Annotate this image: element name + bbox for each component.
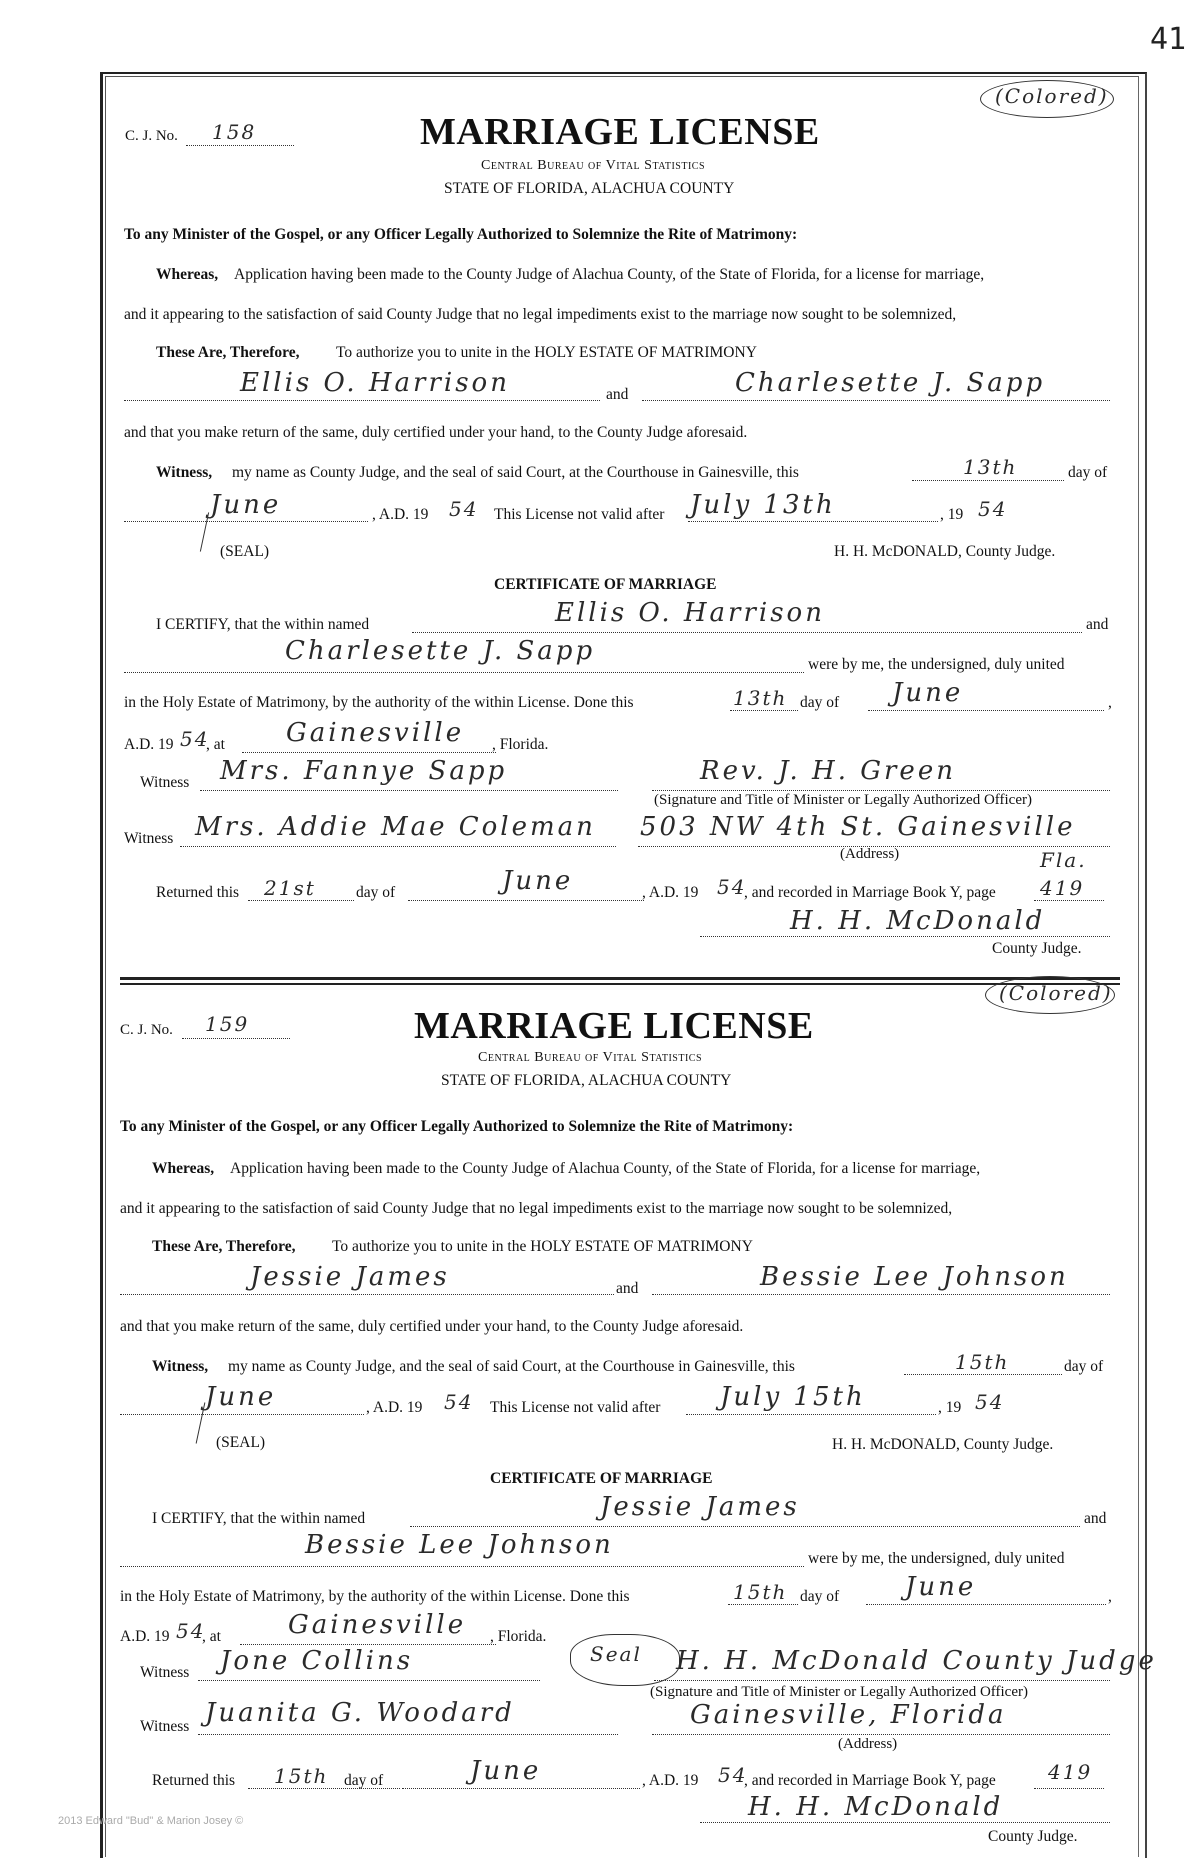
day-of-label: day of bbox=[1064, 1358, 1104, 1375]
not-valid-label: This License not valid after bbox=[490, 1399, 661, 1416]
whereas-bold: Whereas, bbox=[156, 266, 219, 283]
issue-month: June bbox=[210, 490, 282, 520]
certificate-title: CERTIFICATE OF MARRIAGE bbox=[490, 1470, 713, 1487]
cj-label: C. J. No. bbox=[120, 1022, 173, 1038]
issue-month: June bbox=[205, 1382, 277, 1412]
certify-text: I CERTIFY, that the within named bbox=[152, 1510, 366, 1527]
witness2-label: Witness bbox=[140, 1718, 190, 1735]
expiry-year: 54 bbox=[978, 497, 1008, 521]
not-valid-label: This License not valid after bbox=[494, 506, 665, 523]
witness-text: my name as County Judge, and the seal of said Court, at the Courthouse in Gainesville, this bbox=[232, 464, 799, 481]
issue-day: 13th bbox=[963, 455, 1018, 479]
address-line: To any Minister of the Gospel, or any Officer Legally Authorized to Solemnize the Rite of Matrimony: bbox=[124, 226, 798, 243]
ad3-label: , A.D. 19 bbox=[642, 884, 699, 901]
appearing-text: and it appearing to the satisfaction of said County Judge that no legal impediments exist to the marriage now sought to be solemnized, bbox=[124, 306, 957, 323]
officer-signature: H. H. McDonald County Judge bbox=[676, 1646, 1157, 1676]
done-month: June bbox=[905, 1572, 977, 1602]
at-label: , at bbox=[202, 1628, 221, 1645]
judge-signature: H. H. McDonald bbox=[748, 1792, 1004, 1822]
expiry-prefix: , 19 bbox=[938, 1399, 962, 1416]
florida-label: , Florida. bbox=[492, 736, 549, 753]
address-caption: (Address) bbox=[838, 1736, 898, 1752]
whereas-bold: Whereas, bbox=[152, 1160, 215, 1177]
witness2-label: Witness bbox=[124, 830, 174, 847]
seal-note: Seal bbox=[590, 1642, 642, 1666]
minister-address-cont: Fla. bbox=[1040, 848, 1087, 872]
expiry-year: 54 bbox=[975, 1390, 1005, 1414]
returned-day-of: day of bbox=[344, 1772, 384, 1789]
united-text: were by me, the undersigned, duly united bbox=[808, 656, 1065, 673]
at-label: , at bbox=[206, 736, 225, 753]
address-line: To any Minister of the Gospel, or any Officer Legally Authorized to Solemnize the Rite of Matrimony: bbox=[120, 1118, 794, 1135]
cert-groom: Jessie James bbox=[600, 1492, 800, 1522]
recorded-text: , and recorded in Marriage Book Y, page bbox=[744, 1772, 996, 1789]
returned-year: 54 bbox=[717, 875, 747, 899]
certificate-title: CERTIFICATE OF MARRIAGE bbox=[494, 576, 717, 593]
ad-label: , A.D. 19 bbox=[366, 1399, 423, 1416]
minister-address: 503 NW 4th St. Gainesville bbox=[640, 812, 1076, 842]
ad2-label: A.D. 19 bbox=[124, 736, 174, 753]
issue-year: 54 bbox=[444, 1390, 474, 1414]
copyright-watermark: 2013 Edward "Bud" & Marion Josey © bbox=[58, 1815, 244, 1827]
expiry-date: July 13th bbox=[690, 490, 836, 520]
cert-bride: Bessie Lee Johnson bbox=[305, 1530, 614, 1560]
page-number: 41 bbox=[1150, 22, 1187, 57]
judge-name: H. H. McDONALD, County Judge. bbox=[832, 1436, 1054, 1453]
returned-month: June bbox=[502, 866, 574, 896]
witness-bold: Witness, bbox=[152, 1358, 209, 1375]
issue-day: 15th bbox=[955, 1350, 1010, 1374]
cj-label: C. J. No. bbox=[125, 128, 178, 144]
make-return-text: and that you make return of the same, duly certified under your hand, to the County Judge aforesaid. bbox=[120, 1318, 744, 1335]
done-month: June bbox=[892, 678, 964, 708]
section-divider bbox=[120, 977, 1120, 980]
done-year: 54 bbox=[176, 1619, 206, 1643]
these-are-text: To authorize you to unite in the HOLY ESTATE OF MATRIMONY bbox=[336, 344, 757, 361]
returned-label: Returned this bbox=[156, 884, 240, 901]
cert-bride: Charlesette J. Sapp bbox=[285, 636, 596, 666]
bride-name: Bessie Lee Johnson bbox=[760, 1262, 1069, 1292]
expiry-prefix: , 19 bbox=[940, 506, 964, 523]
witness-bold: Witness, bbox=[156, 464, 213, 481]
witness-text: my name as County Judge, and the seal of said Court, at the Courthouse in Gainesville, this bbox=[228, 1358, 795, 1375]
witness2-name: Mrs. Addie Mae Coleman bbox=[195, 812, 596, 842]
bureau-line: Central Bureau of Vital Statistics bbox=[481, 158, 706, 173]
groom-name: Ellis O. Harrison bbox=[240, 368, 510, 398]
witness1-label: Witness bbox=[140, 1664, 190, 1681]
holy-estate-text: in the Holy Estate of Matrimony, by the authority of the within License. Done this bbox=[120, 1588, 630, 1605]
cj-number: 159 bbox=[205, 1012, 250, 1036]
recorded-text: , and recorded in Marriage Book Y, page bbox=[744, 884, 996, 901]
sig-caption: (Signature and Title of Minister or Legally Authorized Officer) bbox=[654, 792, 1032, 808]
returned-day-of: day of bbox=[356, 884, 396, 901]
united-text: were by me, the undersigned, duly united bbox=[808, 1550, 1065, 1567]
license-title: MARRIAGE LICENSE bbox=[420, 111, 820, 153]
address-caption: (Address) bbox=[840, 846, 900, 862]
holy-estate-text: in the Holy Estate of Matrimony, by the authority of the within License. Done this bbox=[124, 694, 634, 711]
cert-and: and bbox=[1086, 616, 1109, 633]
colored-note: (Colored) bbox=[995, 84, 1109, 108]
seal-label: (SEAL) bbox=[220, 543, 270, 560]
florida-label: , Florida. bbox=[490, 1628, 547, 1645]
sig-caption: (Signature and Title of Minister or Legally Authorized Officer) bbox=[650, 1684, 1028, 1700]
minister-address: Gainesville, Florida bbox=[690, 1700, 1007, 1730]
returned-label: Returned this bbox=[152, 1772, 236, 1789]
state-line: STATE OF FLORIDA, ALACHUA COUNTY bbox=[441, 1072, 732, 1089]
whereas-text: Application having been made to the County Judge of Alachua County, of the State of Florida, for a license for marriage, bbox=[230, 1160, 981, 1177]
done-comma: , bbox=[1108, 1588, 1112, 1605]
license-title: MARRIAGE LICENSE bbox=[414, 1005, 814, 1047]
issue-year: 54 bbox=[449, 497, 479, 521]
these-are-bold: These Are, Therefore, bbox=[152, 1238, 296, 1255]
certify-text: I CERTIFY, that the within named bbox=[156, 616, 370, 633]
ad3-label: , A.D. 19 bbox=[642, 1772, 699, 1789]
done-day-of: day of bbox=[800, 694, 840, 711]
groom-name: Jessie James bbox=[250, 1262, 450, 1292]
bureau-line: Central Bureau of Vital Statistics bbox=[478, 1050, 703, 1065]
done-day: 15th bbox=[733, 1580, 788, 1604]
city: Gainesville bbox=[286, 718, 465, 748]
witness1-label: Witness bbox=[140, 774, 190, 791]
returned-month: June bbox=[470, 1756, 542, 1786]
cj-number: 158 bbox=[212, 120, 257, 144]
make-return-text: and that you make return of the same, duly certified under your hand, to the County Judge aforesaid. bbox=[124, 424, 748, 441]
cert-and: and bbox=[1084, 1510, 1107, 1527]
and-label: and bbox=[606, 386, 629, 403]
returned-day: 15th bbox=[274, 1764, 329, 1788]
these-are-bold: These Are, Therefore, bbox=[156, 344, 300, 361]
city: Gainesville bbox=[288, 1610, 467, 1640]
state-line: STATE OF FLORIDA, ALACHUA COUNTY bbox=[444, 180, 735, 197]
day-of-label: day of bbox=[1068, 464, 1108, 481]
section-divider-inner bbox=[120, 983, 1120, 985]
appearing-text: and it appearing to the satisfaction of said County Judge that no legal impediments exist to the marriage now sought to be solemnized, bbox=[120, 1200, 953, 1217]
bride-name: Charlesette J. Sapp bbox=[735, 368, 1046, 398]
done-day: 13th bbox=[733, 686, 788, 710]
done-year: 54 bbox=[180, 727, 210, 751]
county-judge-label: County Judge. bbox=[988, 1828, 1078, 1845]
returned-day: 21st bbox=[264, 876, 316, 900]
colored-note: (Colored) bbox=[999, 981, 1113, 1005]
these-are-text: To authorize you to unite in the HOLY ESTATE OF MATRIMONY bbox=[332, 1238, 753, 1255]
ad2-label: A.D. 19 bbox=[120, 1628, 170, 1645]
witness2-name: Juanita G. Woodard bbox=[205, 1698, 515, 1728]
judge-signature: H. H. McDonald bbox=[790, 906, 1046, 936]
whereas-text: Application having been made to the County Judge of Alachua County, of the State of Florida, for a license for marriage, bbox=[234, 266, 985, 283]
witness1-name: Mrs. Fannye Sapp bbox=[220, 756, 508, 786]
county-judge-label: County Judge. bbox=[992, 940, 1082, 957]
done-comma: , bbox=[1108, 694, 1112, 711]
judge-name: H. H. McDONALD, County Judge. bbox=[834, 543, 1056, 560]
officer-signature: Rev. J. H. Green bbox=[700, 756, 956, 786]
book-page: 419 bbox=[1040, 876, 1085, 900]
cert-groom: Ellis O. Harrison bbox=[555, 598, 825, 628]
and-label: and bbox=[616, 1280, 639, 1297]
book-page: 419 bbox=[1048, 1760, 1093, 1784]
seal-label: (SEAL) bbox=[216, 1434, 266, 1451]
ad-label: , A.D. 19 bbox=[372, 506, 429, 523]
returned-year: 54 bbox=[718, 1763, 748, 1787]
witness1-name: Jone Collins bbox=[220, 1646, 414, 1676]
expiry-date: July 15th bbox=[720, 1382, 866, 1412]
done-day-of: day of bbox=[800, 1588, 840, 1605]
